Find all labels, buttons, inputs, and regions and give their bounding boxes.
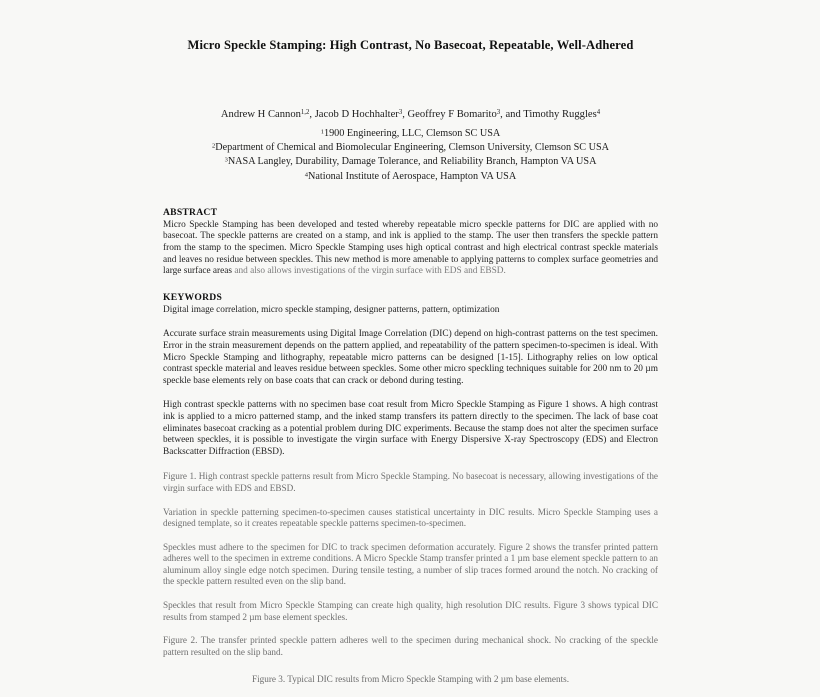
figure-3-caption: Figure 3. Typical DIC results from Micro Speckle Stamping with 2 µm base elements. [251, 674, 570, 685]
author-name-3: Geoffrey F Bomarito [407, 109, 497, 120]
author-affil-marker-1: 1,2 [300, 109, 310, 117]
author-list [163, 109, 658, 120]
affiliation-text: 1900 Engineering, LLC, Clemson SC USA [323, 128, 501, 139]
affiliation-text: National Institute of Aerospace, Hampton VA USA [308, 170, 517, 182]
page-title: Micro Speckle Stamping: High Contrast, No Basecoat, Repeatable, Well-Adhered [187, 38, 634, 52]
affiliation-list [163, 127, 658, 184]
abstract-body-faded: and also allows investigations of the virgin surface with EDS and EBSD. [234, 266, 506, 277]
affiliation-text: Department of Chemical and Biomolecular Engineering, Clemson University, Clemson SC USA [215, 142, 610, 154]
author-separator-3: , and [500, 109, 524, 120]
affiliation-marker: 1 [320, 128, 324, 136]
affiliation-marker: 3 [224, 156, 228, 164]
author-name-2: Jacob D Hochhalter [314, 109, 399, 120]
figure-1-caption: Figure 1. High contrast speckle patterns result from Micro Speckle Stamping. No basecoat is necessary, allowing investigations of the virgin surface with EDS and EBSD. [163, 471, 658, 493]
paragraph-3: Variation in speckle patterning specimen-to-specimen causes statistical uncertainty in DIC results. Micro Speckle Stamping uses a designed template, so it creates repeatable speckle patterns specimen-to-specimen. [163, 506, 658, 529]
abstract-heading: ABSTRACT [163, 206, 218, 218]
author-name-4: Timothy Ruggles [523, 109, 597, 120]
paragraph-2: High contrast speckle patterns with no specimen base coat result from Micro Speckle Stamping as Figure 1 shows. A high contrast ink is applied to a micro patterned stamp, and the inked stamp transfers its pattern directly to the specimen. The lack of base coat eliminates basecoat cracking as a potential problem during DIC experiments. Because the stamp does not alter the specimen surface between speckles, it is possible to investigate the virgin surface with Energy Dispersive X-ray Spectroscopy (EDS) and Electron Backscatter Diffraction (EBSD). [163, 400, 658, 457]
paragraph-4: Speckles must adhere to the specimen for DIC to track specimen deformation accurately. Figure 2 shows the transfer printed pattern adheres well to the specimen in extreme conditions. A Micro Speckle Stamp transfer printed a 1 µm base element speckle pattern to an aluminum alloy single edge notch specimen. During tensile testing, a number of slip traces formed around the notch. No cracking of the speckle pattern resulted even on the slip band. [163, 541, 658, 587]
affiliation-marker: 4 [304, 170, 309, 178]
abstract-body [163, 220, 658, 278]
affiliation-item [163, 155, 658, 169]
affiliation-text: NASA Langley, Durability, Damage Tolerance, and Reliability Branch, Hampton VA USA [227, 156, 597, 168]
abstract-body-main: Micro Speckle Stamping has been developed and tested whereby repeatable micro speckle patterns for DIC are applied with no basecoat. The speckle patterns are created on a stamp, and ink is applied to the stamp. The user then transfers the speckle pattern from the stamp to the specimen. Micro Speckle Stamping uses high optical contrast and high electrical contrast speckle materials and leaves no residue between speckles. This new method is more amenable to applying patterns to complex surface geometries and large surface areas [163, 219, 658, 277]
affiliation-item [163, 127, 658, 141]
author-name-1: Andrew H Cannon [220, 109, 301, 120]
affiliation-item [163, 141, 658, 155]
keywords-body: Digital image correlation, micro speckle stamping, designer patterns, pattern, optimization [163, 304, 500, 315]
affiliation-item [163, 170, 658, 184]
author-separator-1: , [309, 109, 315, 120]
keywords-heading: KEYWORDS [163, 291, 223, 303]
author-affil-marker-2: 3 [398, 109, 403, 117]
affiliation-marker: 2 [211, 142, 216, 150]
figure-2-caption: Figure 2. The transfer printed speckle pattern adheres well to the specimen during mechanical shock. No cracking of the speckle pattern resulted on the slip band. [163, 635, 658, 657]
document-content-column [163, 0, 658, 686]
paragraph-1: Accurate surface strain measurements using Digital Image Correlation (DIC) depend on high-contrast patterns on the test specimen. Error in the strain measurement depends on the pattern applied, and repeatability of the pattern specimen-to-specimen is ideal. With Micro Speckle Stamping and lithography, repeatable micro patterns can be designed [1-15]. Lithography relies on low optical contrast speckle material and leaves residue between speckles. Some other micro speckling techniques suitable for 200 nm to 20 µm speckle base elements rely on base coats that can crack or debond during testing. [163, 329, 658, 386]
paragraph-5: Speckles that result from Micro Speckle Stamping can create high quality, high resolution DIC results. Figure 3 shows typical DIC results from stamped 2 µm base element speckles. [163, 600, 658, 622]
author-separator-2: , [402, 109, 408, 120]
author-affil-marker-4: 4 [596, 109, 601, 117]
author-affil-marker-3: 3 [496, 109, 501, 117]
